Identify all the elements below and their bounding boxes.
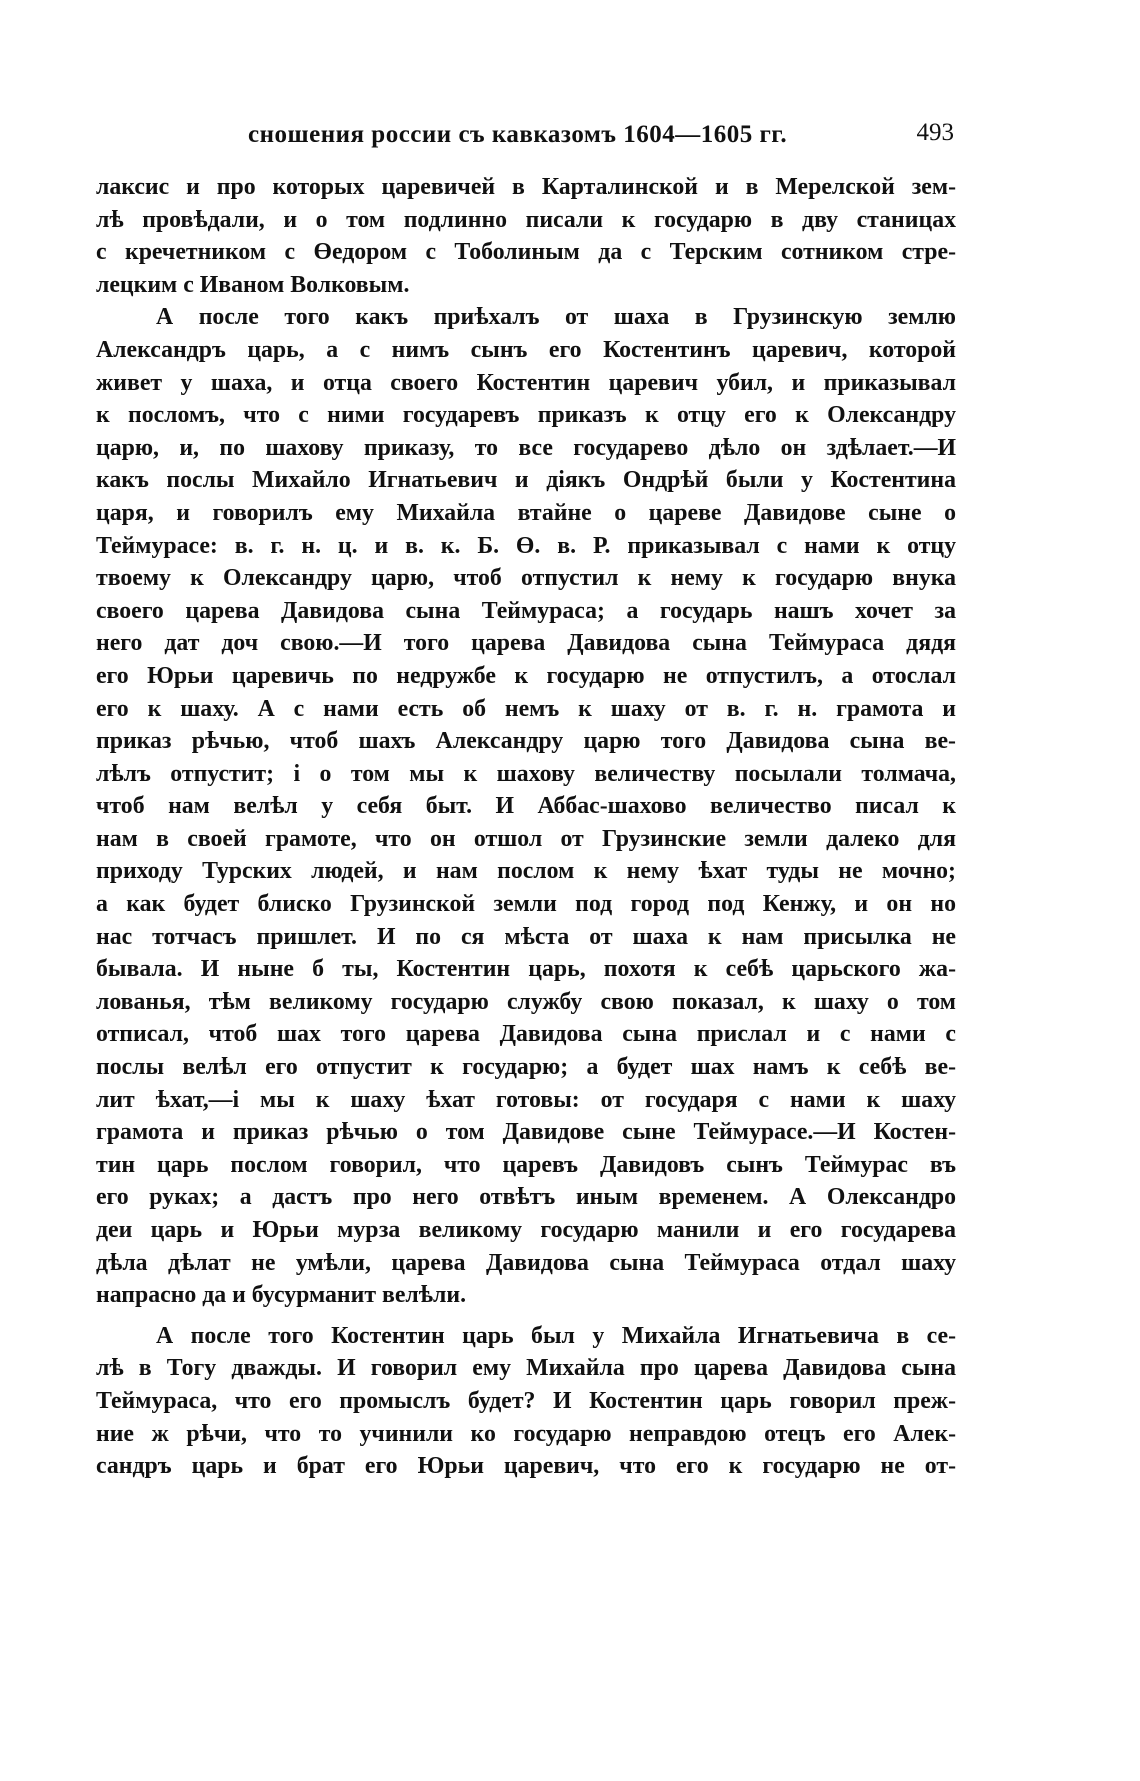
text-line: лаксис и про которых царевичей в Карталинской и в Мерелской зем- — [96, 174, 956, 200]
text-line: царя, и говорилъ ему Михайла втайне о царевe Давидове сыне о — [96, 499, 956, 526]
running-header — [96, 115, 956, 155]
book-page — [96, 115, 956, 1483]
text-line: чтоб нам велѣл у себя быт. И Аббас-шахово величество писал к — [96, 793, 956, 820]
text-line: деи царь и Юрьи мурза великому государю манили и его государева — [96, 1217, 956, 1243]
text-line: напрасно да и бусурманит велѣли. — [96, 1282, 467, 1309]
text-line: нас тотчасъ пришлет. И по ся мѣста от шаха к нам присылка не — [96, 923, 956, 950]
text-line: лованья, тѣм великому государю службу свою показал, к шаху о том — [96, 988, 956, 1015]
text-line: тин царь послом говорил, что царевъ Давидовъ сынъ Теймурас въ — [96, 1151, 956, 1178]
text-line: лѣ провѣдали, и о том подлинно писали к государю в дву станицах — [96, 206, 956, 233]
text-line: грамота и приказ рѣчью о том Давидове сыне Теймурасе.—И Костен- — [96, 1119, 956, 1146]
paragraph-3 — [96, 1320, 956, 1483]
text-line: него дат доч свою.—И того царева Давидова сына Теймураса дядя — [96, 630, 956, 657]
text-line: лит ѣхат,—і мы к шаху ѣхат готовы: от государя с нами к шаху — [96, 1086, 956, 1113]
paragraph-2 — [96, 301, 956, 1311]
text-line: какъ послы Михайло Игнатьевич и діякъ Ондрѣй были у Костентина — [96, 467, 956, 494]
text-line: отписал, чтоб шах того царева Давидова сына прислал и с нами с — [96, 1021, 956, 1048]
text-line: живет у шаха, и отца своего Костентин царевич убил, и приказывал — [96, 369, 956, 396]
text-line: его руках; а дастъ про него отвѣтъ иным временем. А Олександро — [96, 1184, 956, 1211]
text-line: приказ рѣчью, чтоб шахъ Александру царю того Давидова сына ве- — [96, 728, 956, 755]
paragraph-gap — [96, 1312, 956, 1320]
text-line: твоему к Олександру царю, чтоб отпустил к нему к государю внука — [96, 565, 956, 592]
text-line: дѣла дѣлат не умѣли, царева Давидова сына Теймураса отдал шаху — [96, 1249, 956, 1276]
text-line: бывала. И ныне б ты, Костентин царь, похотя к себѣ царьского жа- — [96, 956, 956, 983]
text-line: своего царева Давидова сына Теймураса; а государь нашъ хочет за — [96, 597, 956, 624]
text-line: а как будет блиско Грузинской земли под город под Кенжу, и он но — [96, 891, 956, 918]
text-line: с кречетником с Өедором с Тоболиным да с Терским сотником стре- — [96, 239, 956, 266]
paragraph-1 — [96, 171, 956, 301]
text-line: Александръ царь, а с нимъ сынъ его Костентинъ царевич, которой — [96, 336, 956, 363]
text-line: его к шаху. А с нами есть об немъ к шаху от в. г. н. грамота и — [96, 695, 956, 722]
text-line: лѣлъ отпустит; і о том мы к шахову величеству посылали толмача, — [96, 760, 956, 787]
text-line: его Юрьи царевичь по недружбе к государю не отпустилъ, а отослал — [96, 662, 956, 689]
text-line: сандръ царь и брат его Юрьи царевич, что его к государю не от- — [96, 1453, 956, 1480]
page-number: 493 — [916, 119, 954, 146]
text-line: приходу Турских людей, и нам послом к нему ѣхат туды не мочно; — [96, 858, 956, 885]
text-line: послы велѣл его отпустит к государю; а будет шах намъ к себѣ ве- — [96, 1054, 956, 1081]
text-line: нам в своей грамоте, что он отшол от Грузинские земли далеко для — [96, 825, 956, 852]
text-line: А после того какъ приѣхалъ от шаха в Грузинскую землю — [156, 304, 956, 331]
text-line: лѣ в Тогу дважды. И говорил ему Михайла про царева Давидова сына — [96, 1355, 956, 1382]
running-title: сношения россии съ кавказомъ 1604—1605 гг. — [248, 121, 788, 148]
text-line: Теймураса, что его промыслъ будет? И Костентин царь говорил преж- — [96, 1387, 956, 1414]
text-line: ние ж рѣчи, что то учинили ко государю неправдою отецъ его Алек- — [96, 1420, 956, 1447]
text-line: лецким с Иваном Волковым. — [96, 271, 410, 298]
text-line: А после того Костентин царь был у Михайла Игнатьевича в се- — [156, 1322, 956, 1349]
text-line: Теймурасе: в. г. н. ц. и в. к. Б. Ө. в. Р. приказывал с нами к отцу — [96, 532, 956, 559]
text-line: царю, и, по шахову приказу, то все государево дѣло он здѣлает.—И — [96, 434, 956, 461]
text-line: к посломъ, что с ними государевъ приказъ к отцу его к Олександру — [96, 402, 956, 429]
